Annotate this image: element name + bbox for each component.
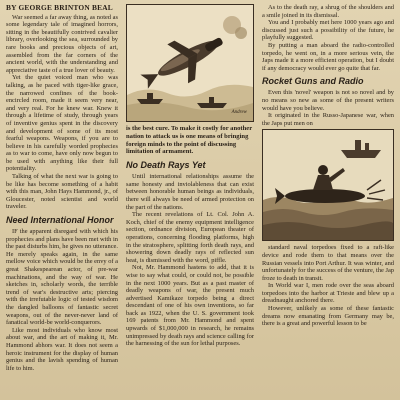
column-left — [6, 4, 118, 372]
artist-signature: Andrew — [231, 110, 247, 116]
subheading: Need International Honor — [6, 215, 114, 226]
illustration-flying-torpedo — [126, 4, 254, 122]
subheading: Rocket Guns and Radio — [262, 76, 364, 87]
byline: BY GEORGE BRINTON BEAL — [6, 3, 113, 12]
caption-text: is the best cure. To make it costly for another nation to attack us is one means of bringing foreign minds to the point of discussing limitation of armament. — [126, 125, 253, 156]
paragraph: In World war I, men rode over the seas aboard torpedoes into the harbor at Trieste and blew up a dreadnaught anchored there. — [262, 282, 394, 305]
paragraph: As to the death ray, a shrug of the shoulders and a smile joined in its dismissal. — [262, 4, 394, 19]
paragraph: However, unlikely as some of these fantastic dreams now emanating from Germany may be, there is a great and powerful lesson to be — [262, 305, 394, 328]
subheading: No Death Rays Yet — [126, 160, 206, 171]
paragraph: You and I probably met here 1000 years ago and discussed just such a possibility of the future, he playfully suggested. — [262, 19, 394, 42]
column-right — [262, 4, 394, 328]
paragraph: Like most individuals who know most about war, and the art of making it, Mr. Hammond abhors war. It does not seem a heroic instrument for the display of human genius and the lavish spending of human life to him. — [6, 326, 118, 372]
illustration-torpedo-rider — [262, 129, 394, 241]
paragraph: The recent revelations of Lt. Col. John A. Koch, chief of the enemy equipment intelligence section, ordnance division, European theater of operations, concerning flooding platforms, high in the stratosphere, splitting forth death rays, and showering down deadly rays of reflected sun heat, is dismissed with the word, piffle. — [126, 211, 254, 264]
paragraph: It originated in the Russo-Japanese war, when the Japs put men on — [262, 112, 394, 127]
paragraph: Yet the quiet voiced man who was talking, as he paced with tiger-like grace, the narrowed confines of the book-encircled room, made it seem very near, and very real. For he knew war. Knew it through a lifetime of study, through years of inventive genius spent in the discovery and development of some of its most fearful weapons. Weapons, if you are to believe in his carefully worded prophecies as to war to come, have only now begun to be used with anything like their full potentiality. — [6, 74, 118, 173]
paragraph: Not, Mr. Hammond hastens to add, that it is wise to say what could, or could not, be possible in the next 1000 years. But as a past master of deadly weapons of war, the present much advertised Kamikaze torpedo being a direct descendant of one of his own inventions, so far back as 1922, when the U. S. government took 169 patents from Mr. Hammond and spent upwards of $1,000,000 in research, he remains unimpressed by death rays and science calling for the harnessing of the sun for lethal purposes. — [126, 264, 254, 348]
paragraph: IF the apparent disregard with which his prophecies and plans have been met with in the past disturbs him, he gives no utterance. He merely speaks again, in the same mellow voice which would be the envy of a great Shakespearean actor, of pre-war machinations, and the way of war. He sketches in, scholarly words, the terrible trend of war's destructive arts; piercing with the irrefutable logic of tested wisdom the dangled balloons of fantastic secret weapons, out of the never-never land of fanatical world-be world-conquerors. — [6, 228, 118, 327]
flying-bomb-drawing — [127, 5, 253, 121]
paragraph: Until international relationships assume the same honesty and inviolableness that can exist between honorable human beings as individuals, there will always be need of armed protection on the part of the nations. — [126, 173, 254, 211]
paragraph: standard naval torpedoes fixed to a raft-like device and rode them to that means over the Russian vessels into Port Arthur. It was winter, and unfortunately for the success of the venture, the Jap froze to death in transit. — [262, 244, 394, 282]
paragraph: Even this 'novel' weapon is not so novel and by no means so new as some of the present writers would have you believe. — [262, 89, 394, 112]
paragraph: War seemed a far away thing, as noted as some legendary tale of imagined horrors, sitting in the beautifully contrived cavalier library, overlooking the sea, surrounded by rare books and precious objects of art, assembled from the far corners of the ancient world, with the understanding and appreciative taste of a true lover of beauty. — [6, 13, 118, 74]
paragraph: By putting a man aboard the radio-controlled torpedo, he went on, in a more serious vein, the Japs made it a more efficient operation, but I doubt if any democracy would ever go quite that far. — [262, 41, 394, 72]
torpedo-rider-drawing — [263, 130, 393, 240]
paragraph: Talking of what the next war is going to be like has become something of a habit with this man, John Hays Hammond, jr., of Gloucester, noted scientist and world traveler. — [6, 173, 118, 211]
column-middle — [126, 4, 254, 348]
